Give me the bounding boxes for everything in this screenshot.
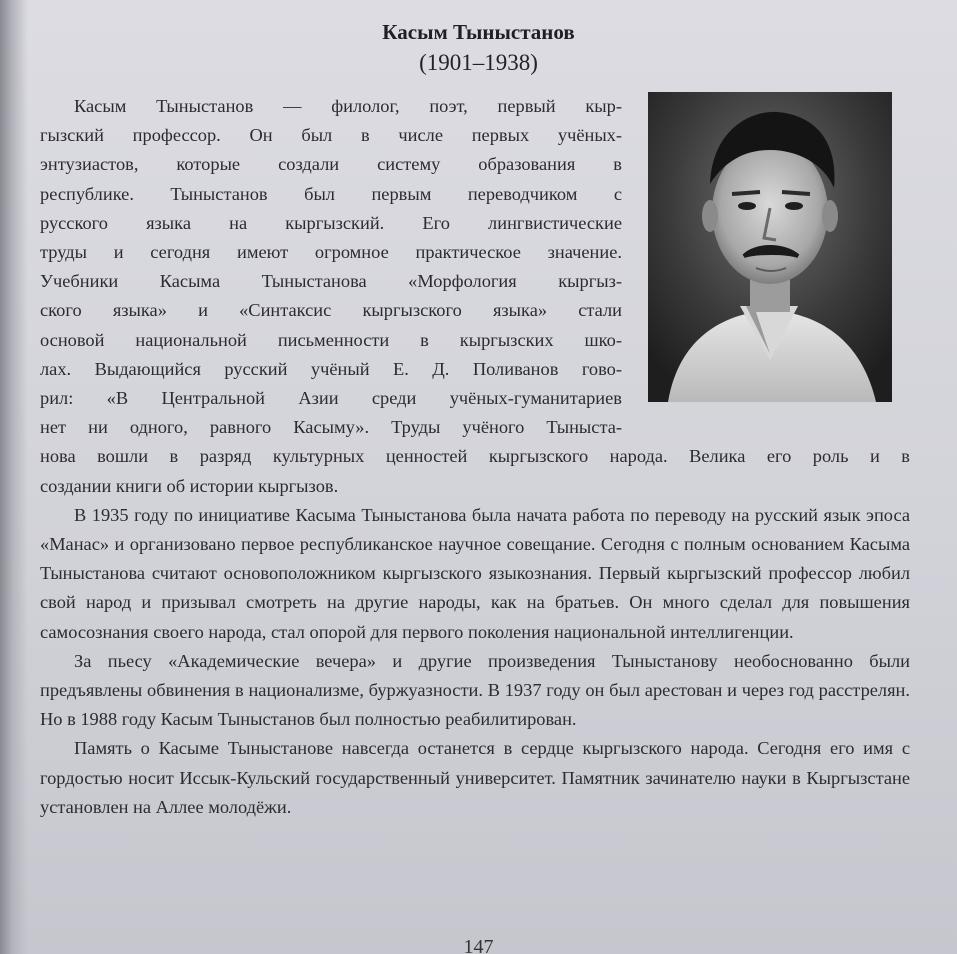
paragraph-2: В 1935 году по инициативе Касыма Тыныстанова была начата работа по переводу на русский язык эпоса «Манас» и организовано первое республиканское научное совещание. Сегодня с полным основанием Касыма Тыныстанова считают основоположником кыргызского языкознания. Первый кыргызский профессор любил свой народ и призывал смотреть на другие народы, как на братьев. Он много сделал для повышения самосознания своего народа, стал опорой для первого поколения национальной интеллигенции. — [40, 504, 910, 642]
text-line: рил: «В Центральной Азии среди учёных-гуманитариев — [40, 388, 622, 409]
text-line: гызский профессор. Он был в числе первых учёных- — [40, 125, 622, 146]
page-title: Касым Тыныстанов — [382, 20, 575, 44]
text-line: Учебники Касыма Тыныстанова «Морфология кыргыз- — [40, 271, 622, 292]
text-line: русского языка на кыргызский. Его лингвистические — [40, 212, 622, 233]
text-line: лах. Выдающийся русский учёный Е. Д. Поливанов гово- — [40, 358, 622, 379]
text-line: нова вошли в разряд культурных ценностей кыргызского народа. Велика его роль и в — [40, 446, 910, 467]
text-line: создании книги об истории кыргызов. — [40, 475, 339, 496]
text-line: Касым Тыныстанов — филолог, поэт, первый кыр- — [74, 96, 622, 116]
page-gutter-shadow — [0, 0, 28, 954]
text-line: ского языка» и «Синтаксис кыргызского языка» стали — [40, 300, 622, 321]
text-line: энтузиастов, которые создали систему образования в — [40, 154, 622, 175]
text-line: труды и сегодня имеют огромное практическое значение. — [40, 242, 622, 263]
paragraph-1-narrow — [40, 92, 622, 442]
paragraph-4: Память о Касыме Тыныстанове навсегда останется в сердце кыргызского народа. Сегодня его имя с гордостью носит Иссык-Кульский государственный университет. Памятник зачинателю науки в Кыргызстане установлен на Аллее молодёжи. — [40, 738, 910, 817]
paragraph-3: За пьесу «Академические вечера» и другие произведения Тыныстанову необоснованно были предъявлены обвинения в национализме, буржуазности. В 1937 году он был арестован и через год расстрелян. Но в 1988 году Касым Тыныстанов был полностью реабилитирован. — [40, 650, 910, 730]
page-number: 147 — [463, 936, 494, 954]
text-line: нет ни одного, равного Касыму». Труды учёного Тыныста- — [40, 417, 622, 438]
life-years: (1901–1938) — [419, 50, 538, 75]
text-line: основой национальной письменности в кыргызских шко- — [40, 329, 622, 350]
article-body — [40, 92, 910, 822]
paragraph-1-wide — [40, 442, 910, 500]
text-line: республике. Тыныстанов был первым переводчиком с — [40, 183, 622, 204]
